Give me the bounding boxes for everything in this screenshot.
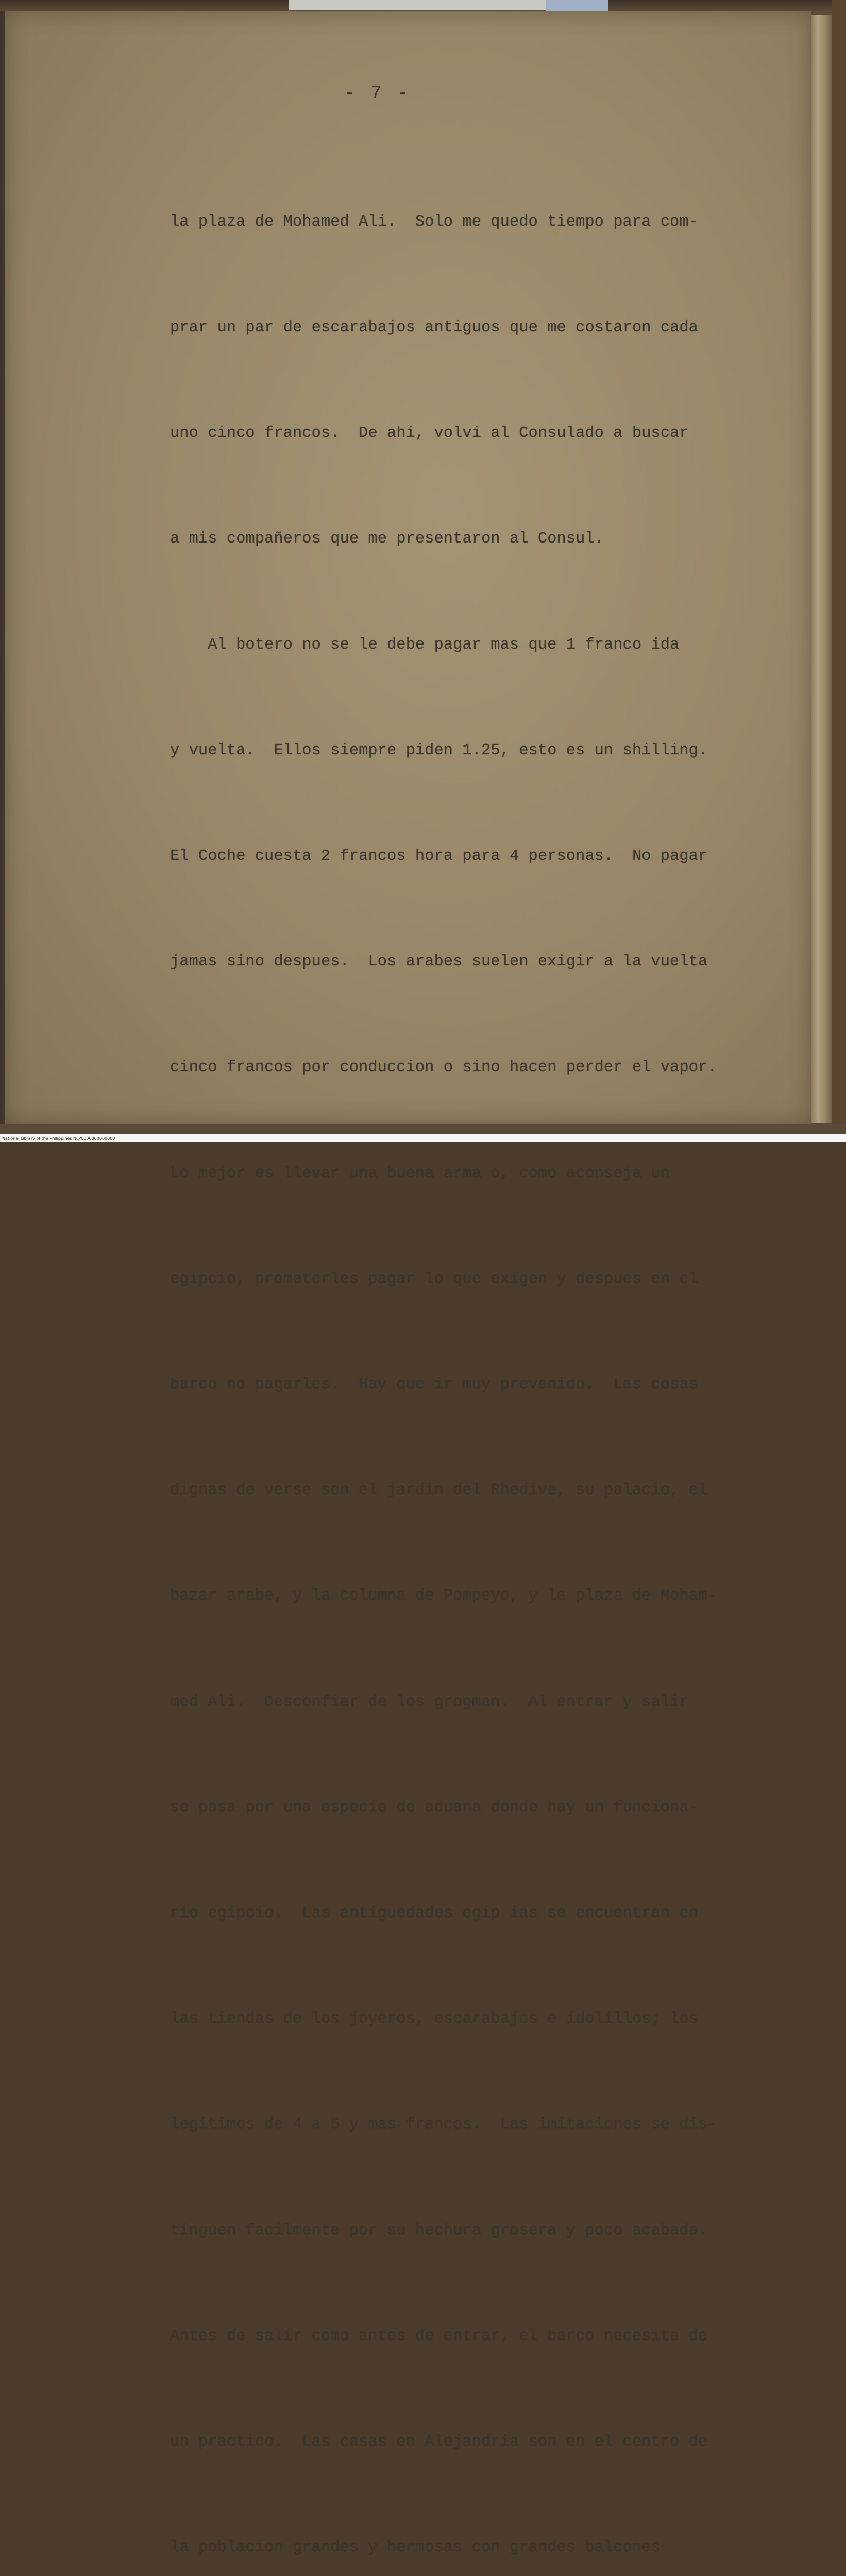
text-line: rio egipcio. Las antiguedades egip ias se encuentran en [170,1905,698,1923]
text-line: bazar arabe, y la columna de Pompeyo, y la plaza de Moham- [170,1587,717,1605]
text-line: Lo mejor es llevar una buena arma o, como aconseja un [170,1164,670,1182]
text-line: Al botero no se le debe pagar mas que 1 franco ida [170,636,680,654]
top-blue-tab [546,0,608,11]
text-line: Antes de salir como antes de entrar, el barco necesita de [170,2327,708,2345]
text-line: las tiendas de los joyeros, escarabajos e idolillos; los [170,2010,698,2028]
body-text [170,134,717,2576]
text-line: uno cinco francos. De ahi, volvi al Consulado a buscar [170,425,689,443]
text-line: tinguen facilmente por su hechura grosera y poco acabada. [170,2222,708,2240]
text-line: prar un par de escarabajos antiguos que me costaron cada [170,319,698,337]
scan-footer [0,1134,846,1142]
text-line: cinco francos por conduccion o sino hacen perder el vapor. [170,1059,717,1077]
footer-text: National Library of the Philippines NLP0000000000000 [2,1136,115,1141]
text-line: un practico. Las casas en Alejandria son en el centro de [170,2433,708,2451]
text-line: El Coche cuesta 2 francos hora para 4 personas. No pagar [170,848,708,866]
text-line: y vuelta. Ellos siempre piden 1.25, esto es un shilling. [170,741,708,759]
text-line: legitimos de 4 a 5 y mas francos. Las imitaciones se dis- [170,2116,717,2134]
text-line: jamas sino despues. Los arabes suelen exigir a la vuelta [170,953,708,971]
text-line: med Ali. Desconfiar de los grogman. Al entrar y salir [170,1693,689,1711]
binding-edge [832,0,846,1142]
text-line: la poblacion grandes y hermosas con grandes balcones [170,2539,661,2557]
text-line: a mis compañeros que me presentaron al Consul. [170,530,604,548]
text-line: egipcio, prometerles pagar lo que exigen y despues en el [170,1270,698,1288]
text-line: dignas de verse son el jardin del Rhedive, su palacio, el [170,1482,708,1500]
page-number: - 7 - [344,82,411,104]
text-line: se pasa por una especie de aduana donde hay un funciona- [170,1799,698,1817]
text-line: barco no pagarles. Hay que ir muy prevenido. Las cosas [170,1376,698,1394]
text-line: la plaza de Mohamed Ali. Solo me quedo tiempo para com- [170,213,698,231]
page-edge [811,15,832,1123]
